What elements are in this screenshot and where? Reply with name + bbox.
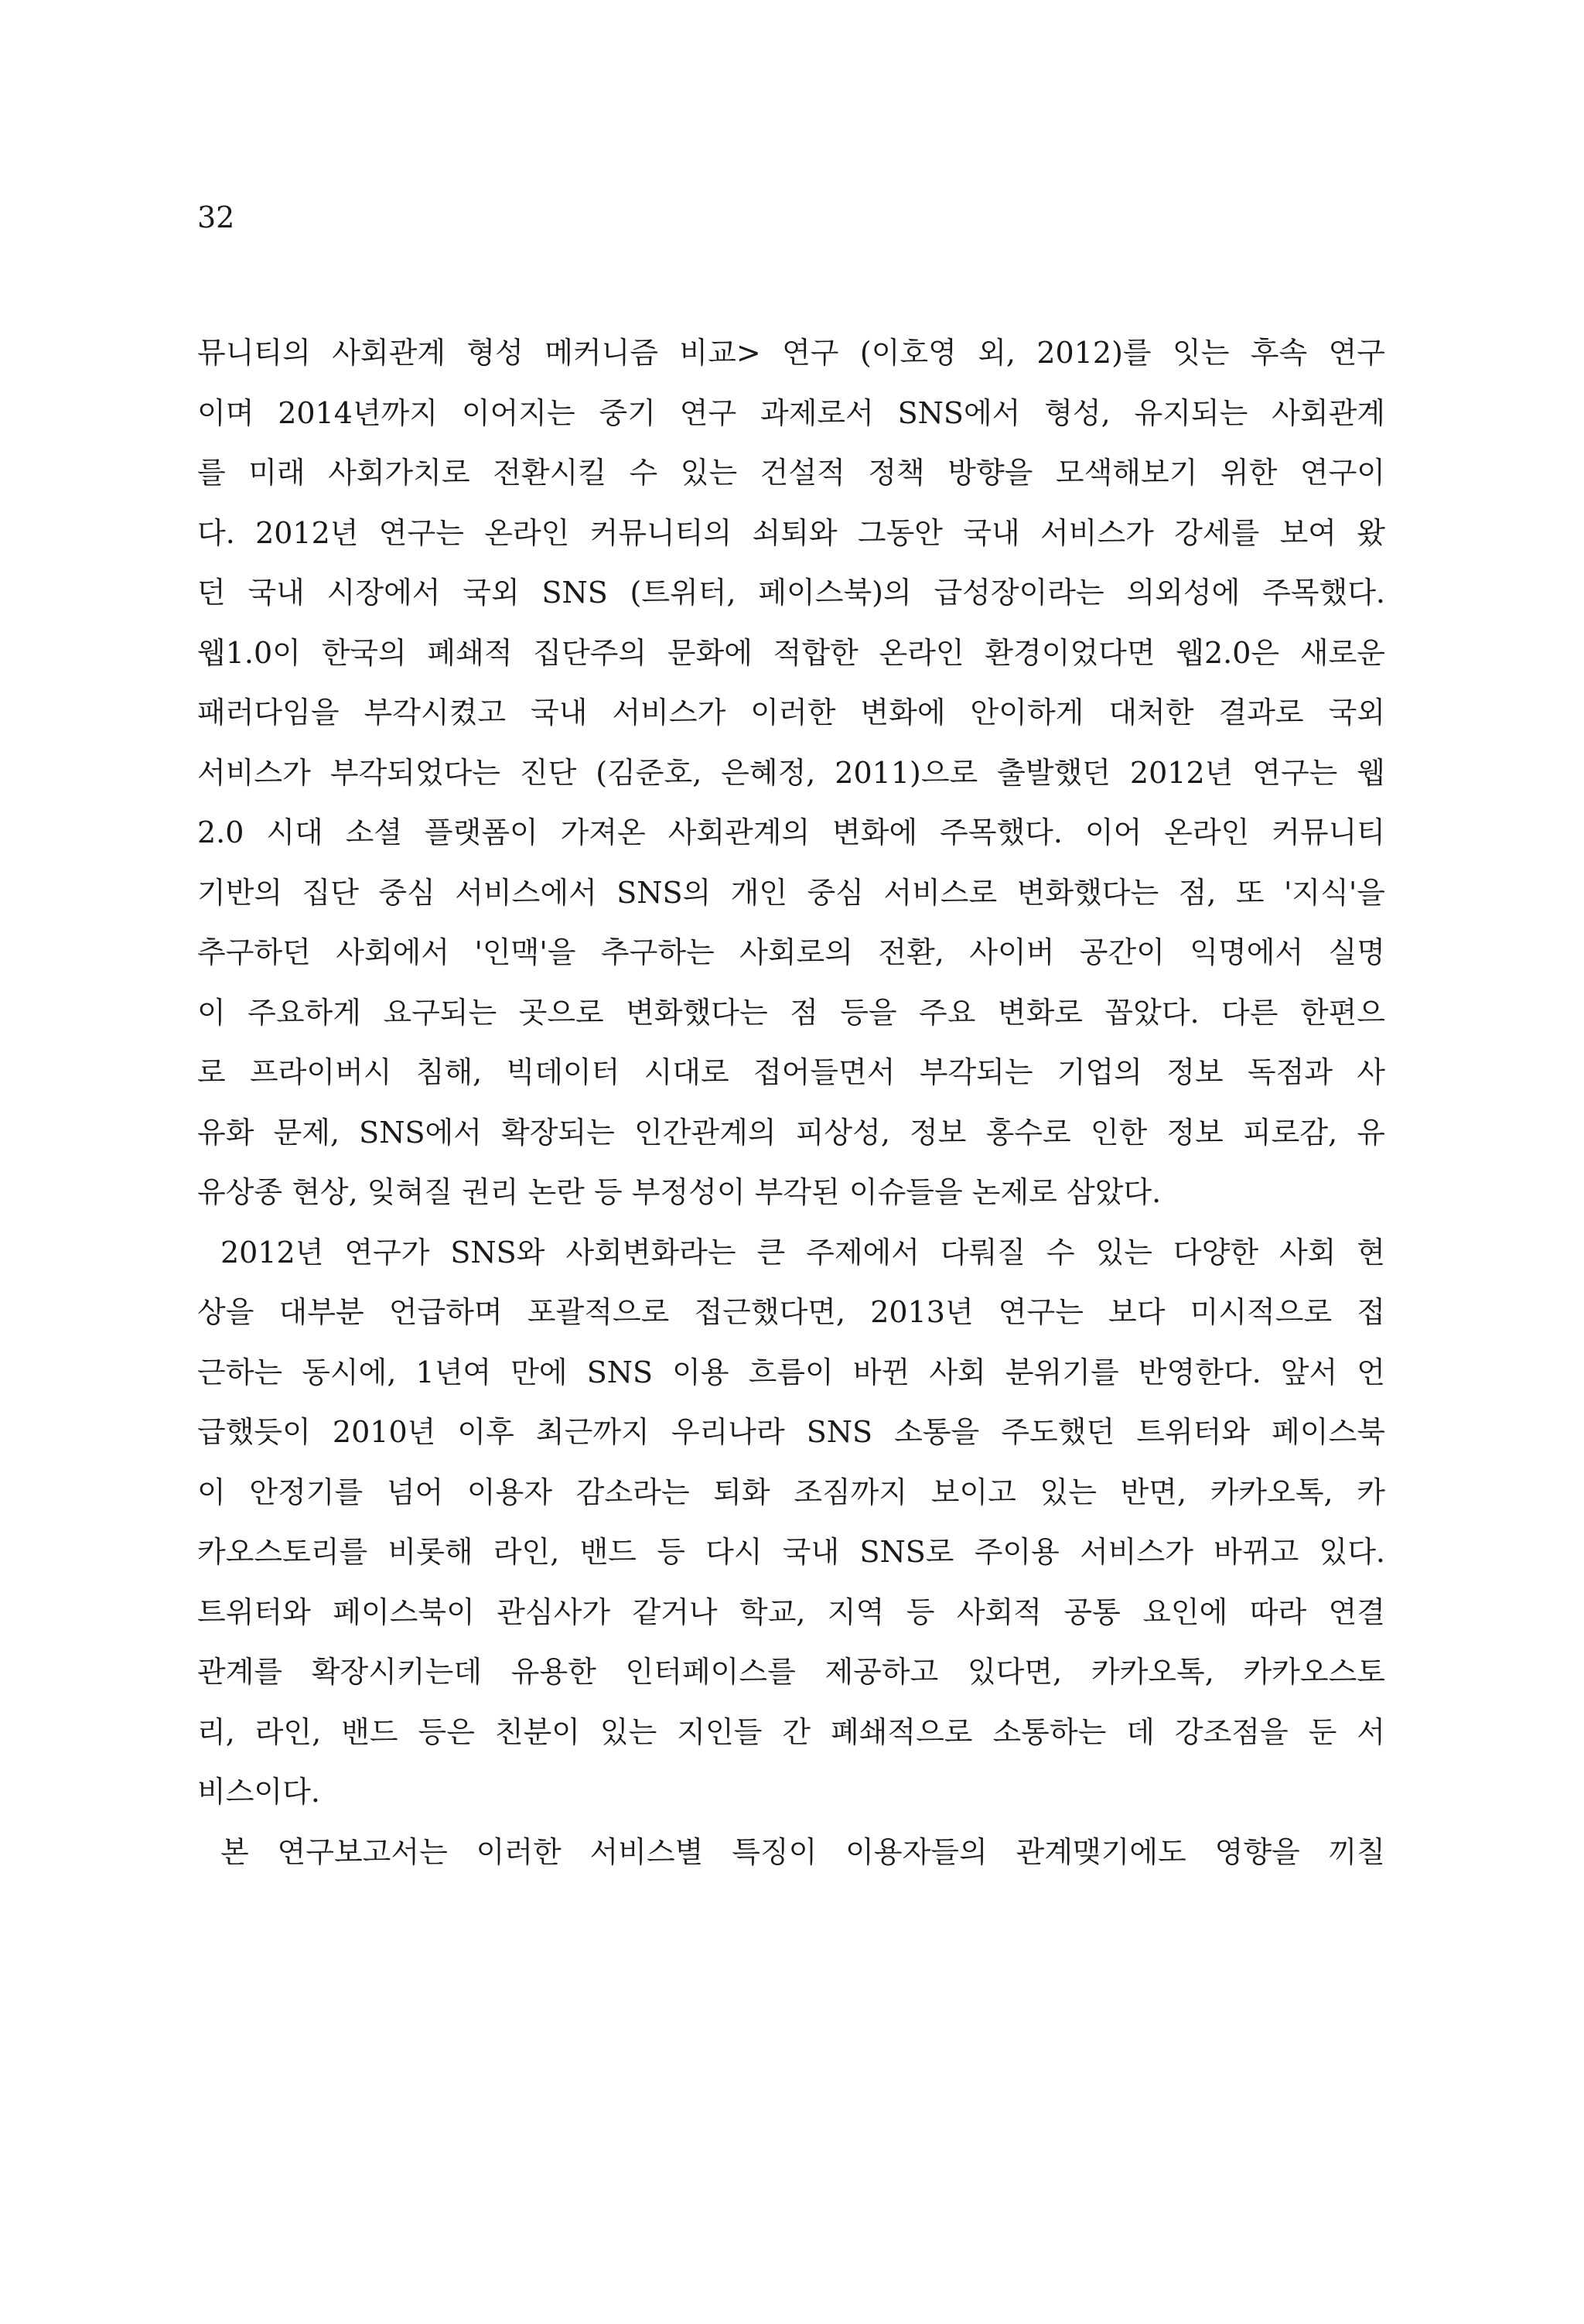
paragraph-line: 로 프라이버시 침해, 빅데이터 시대로 접어들면서 부각되는 기업의 정보 독점과 사 (197, 1055, 1385, 1089)
paragraph-line: 근하는 동시에, 1년여 만에 SNS 이용 흐름이 바뀐 사회 분위기를 반영한다. 앞서 언 (197, 1355, 1385, 1389)
paragraph-line: 본 연구보고서는 이러한 서비스별 특징이 이용자들의 관계맺기에도 영향을 끼칠 (220, 1834, 1385, 1869)
paragraph-line: 급했듯이 2010년 이후 최근까지 우리나라 SNS 소통을 주도했던 트위터와 페이스북 (197, 1415, 1385, 1449)
paragraph-line: 서비스가 부각되었다는 진단 (김준호, 은혜정, 2011)으로 출발했던 2012년 연구는 웹 (197, 755, 1385, 790)
paragraph-line: 리, 라인, 밴드 등은 친분이 있는 지인들 간 폐쇄적으로 소통하는 데 강조점을 둔 서 (197, 1714, 1385, 1749)
paragraph-line: 상을 대부분 언급하며 포괄적으로 접근했다면, 2013년 연구는 보다 미시적으로 접 (197, 1295, 1385, 1329)
paragraph-line: 다. 2012년 연구는 온라인 커뮤니티의 쇠퇴와 그동안 국내 서비스가 강세를 보여 왔 (197, 515, 1385, 550)
paragraph-line: 이 주요하게 요구되는 곳으로 변화했다는 점 등을 주요 변화로 꼽았다. 다른 한편으 (197, 995, 1385, 1030)
paragraph-line: 유화 문제, SNS에서 확장되는 인간관계의 피상성, 정보 홍수로 인한 정보 피로감, 유 (197, 1115, 1385, 1150)
paragraph-line: 카오스토리를 비롯해 라인, 밴드 등 다시 국내 SNS로 주이용 서비스가 바뀌고 있다. (197, 1535, 1385, 1569)
paragraph-line: 비스이다. (197, 1775, 320, 1809)
paragraph-line: 트위터와 페이스북이 관심사가 같거나 학교, 지역 등 사회적 공통 요인에 따라 연결 (197, 1594, 1385, 1629)
paragraph-line: 던 국내 시장에서 국외 SNS (트위터, 페이스북)의 급성장이라는 의외성에 주목했다. (197, 576, 1385, 610)
body-text (197, 323, 1385, 1882)
paragraph-line: 관계를 확장시키는데 유용한 인터페이스를 제공하고 있다면, 카카오톡, 카카오스토 (197, 1655, 1385, 1689)
paragraph-line: 웹1.0이 한국의 폐쇄적 집단주의 문화에 적합한 온라인 환경이었다면 웹2.0은 새로운 (197, 635, 1385, 670)
paragraph-line: 뮤니티의 사회관계 형성 메커니즘 비교> 연구 (이호영 외, 2012)를 잇는 후속 연구 (197, 336, 1385, 370)
paragraph-line: 2.0 시대 소셜 플랫폼이 가져온 사회관계의 변화에 주목했다. 이어 온라인 커뮤니티 (197, 815, 1385, 849)
paragraph-line: 추구하던 사회에서 '인맥'을 추구하는 사회로의 전환, 사이버 공간이 익명에서 실명 (197, 935, 1385, 969)
paragraph-line: 이 안정기를 넘어 이용자 감소라는 퇴화 조짐까지 보이고 있는 반면, 카카오톡, 카 (197, 1475, 1385, 1509)
paragraph-line: 패러다임을 부각시켰고 국내 서비스가 이러한 변화에 안이하게 대처한 결과로 국외 (197, 695, 1385, 730)
paragraph-line: 2012년 연구가 SNS와 사회변화라는 큰 주제에서 다뤄질 수 있는 다양한 사회 현 (220, 1235, 1385, 1270)
paragraph-line: 기반의 집단 중심 서비스에서 SNS의 개인 중심 서비스로 변화했다는 점, 또 '지식'을 (197, 875, 1385, 910)
paragraph-line: 를 미래 사회가치로 전환시킬 수 있는 건설적 정책 방향을 모색해보기 위한 연구이 (197, 456, 1385, 490)
paragraph-line: 이며 2014년까지 이어지는 중기 연구 과제로서 SNS에서 형성, 유지되는 사회관계 (197, 395, 1385, 430)
page-number: 32 (197, 200, 235, 234)
paragraph-line: 유상종 현상, 잊혀질 권리 논란 등 부정성이 부각된 이슈들을 논제로 삼았다. (197, 1175, 1162, 1209)
